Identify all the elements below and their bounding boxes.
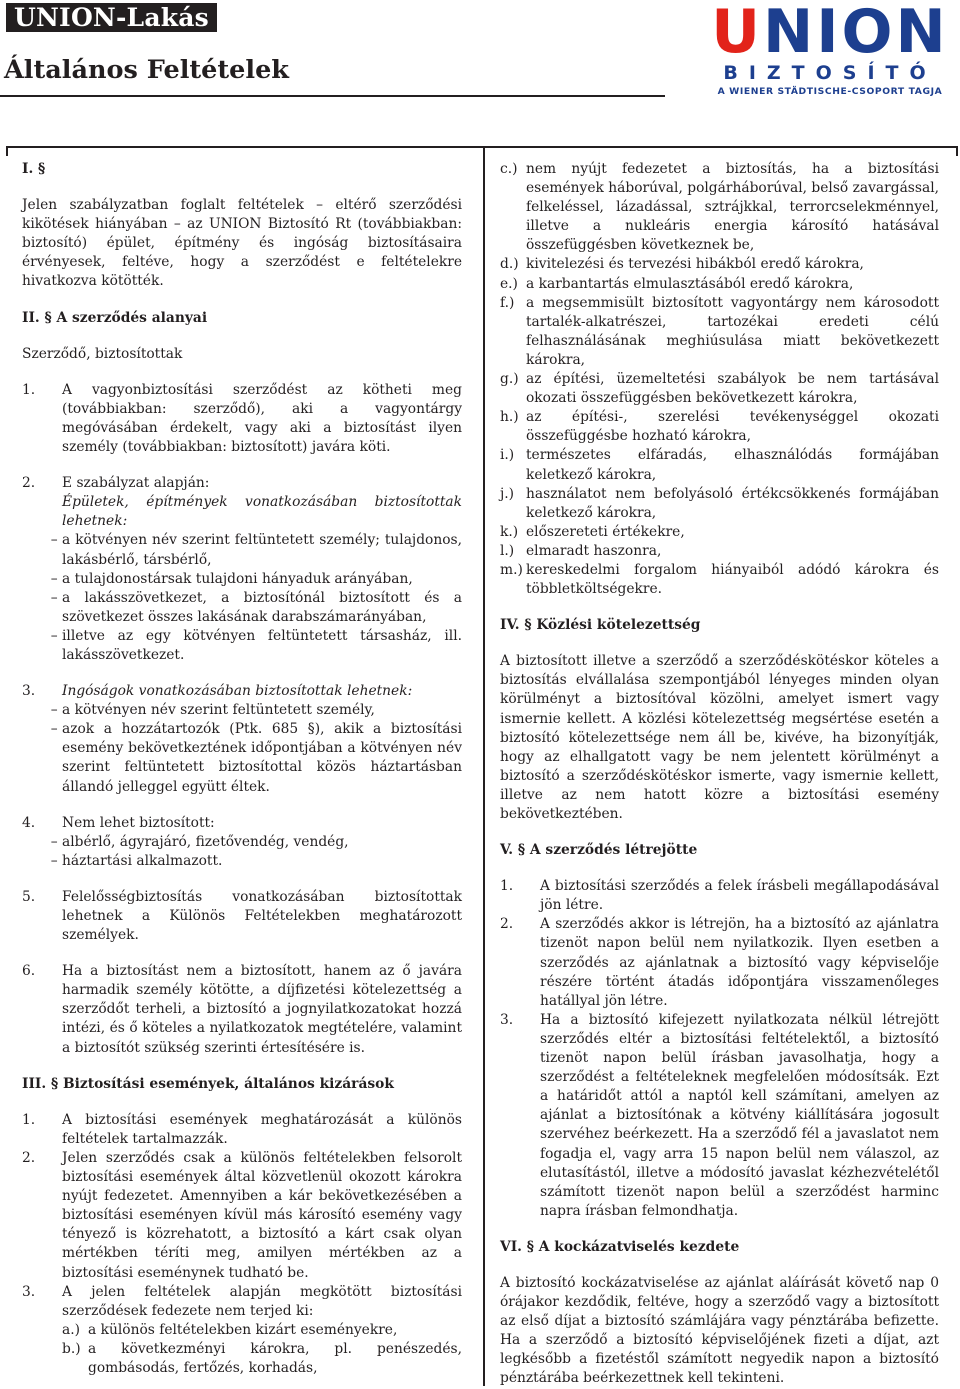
list-item (22, 1149, 462, 1283)
letter-text: a karbantartás elmulasztásából eredő károkra, (526, 275, 854, 292)
letter-item (500, 370, 939, 408)
list-item (22, 888, 462, 945)
dash-item: – a lakásszövetkezet, a biztosítónál biztosított és a szövetkezet összes lakásának darabszámarányában, (22, 589, 462, 627)
letter-item (500, 542, 939, 561)
dash-text: a kötvényen név szerint feltüntetett személy, (62, 702, 375, 719)
dash-text: illetve az egy kötvényen feltüntetett társasház, ill. lakásszövetkezet. (62, 627, 462, 663)
dash-item: – a kötvényen név szerint feltüntetett személy; tulajdonos, lakásbérlő, társbérlő, (22, 531, 462, 569)
section-subheading: Szerződő, biztosítottak (22, 345, 183, 362)
letter-label: b.) (62, 1340, 81, 1357)
list-item (22, 381, 462, 457)
letter-item (500, 561, 939, 599)
letter-text: természetes elfáradás, elhasználódás formájában keletkező károkra, (526, 447, 939, 483)
section-heading: IV. § Közlési kötelezettség (500, 617, 701, 634)
section-heading: I. § (22, 161, 46, 177)
item-number: 2. (22, 475, 36, 492)
item-text: A jelen feltételek alapján megkötött biztosítási szerződések fedezete nem terjed ki: (62, 1283, 462, 1319)
item-number: 2. (500, 916, 514, 933)
section-heading: V. § A szerződés létrejötte (500, 842, 698, 859)
frame-right-tick (956, 146, 958, 156)
letter-text: előszereteti értékekre, (526, 523, 685, 540)
section-text: Jelen szabályzatban foglalt feltételek – eltérő szerződési kikötések hiányában – az UNION Biztosító Rt (továbbiakban: biztosító) épület, építmény és ingóság biztosításaira érvényesek, feltéve, hogy a szerződést e feltételekre hivatkozva kötötték. (22, 197, 462, 290)
frame-left-tick (6, 146, 8, 156)
item-text: Felelősségbiztosítás vonatkozásában biztosítottak lehetnek a Különös Feltételekben meghatározott személyek. (62, 888, 462, 944)
letter-item (500, 275, 939, 294)
letter-item (62, 1321, 462, 1340)
item-text: Nem lehet biztosított: (62, 814, 215, 831)
dash-item: – a kötvényen név szerint feltüntetett személy, (22, 701, 462, 720)
dash-text: a kötvényen név szerint feltüntetett személy; tulajdonos, lakásbérlő, társbérlő, (62, 532, 462, 568)
letter-label: h.) (500, 409, 519, 426)
letter-label: l.) (500, 542, 515, 559)
column-divider (483, 146, 485, 1386)
item-text: A biztosítási események meghatározását a különös feltételek tartalmazzák. (62, 1111, 462, 1147)
item-number: 3. (500, 1011, 514, 1028)
exclusion-list (500, 160, 939, 599)
logo-letter-u: U (711, 0, 763, 67)
letter-text: elmaradt haszonra, (526, 542, 662, 559)
letter-item (500, 523, 939, 542)
item-text: Ha a biztosítást nem a biztosított, hanem az ő javára harmadik személy kötötte, a díjfizetési kötelezettség a szerződőt terheli, a biztosító a jognyilatkozatokat hozzá intézi, és ő köteles a nyilatkozatok megtételére, valamint a biztosítót szükség szerinti értesítésére is. (62, 963, 462, 1056)
item-number: 3. (22, 683, 36, 700)
letter-label: k.) (500, 523, 519, 540)
letter-text: a különös feltételekben kizárt eseményekre, (88, 1321, 398, 1338)
letter-text: a következményi károkra, pl. penészedés, gombásodás, fertőzés, korhadás, (88, 1340, 462, 1376)
letter-label: d.) (500, 256, 519, 273)
dash-item: – a tulajdonostársak tulajdoni hányaduk arányában, (22, 570, 462, 589)
list-item (22, 682, 462, 701)
section-text: A biztosított illetve a szerződő a szerződéskötéskor köteles a biztosítás elvállalása szempontjából lényeges minden olyan körülményt a biztosítóval közölni, amelyet ismert vagy ismernie kellett. A közlési kötelezettség megsértése esetén a biztosító kötelezettsége nem áll be, kivéve, ha bizonyítják, hogy az elhallgatott vagy be nem jelentett körülményt a biztosító a szerződéskötéskor ismerte, vagy ismernie kellett, illetve az nem hatott közre a biztosítási esemény bekövetkeztében. (500, 653, 939, 822)
item-number: 5. (22, 888, 36, 905)
item-text: Jelen szerződés csak a különös feltételekben felsorolt biztosítási események által közvetlenül okozott károkra nyújt fedezetet. Amennyiben a kár bekövetkezésében a biztosítási eseményen kívül más károsító esemény vagy tényező is közrehatott, a biztosító a kárt csak olyan mértékben téríti meg, amilyen mértékben az a biztosítási eseménynek tudható be. (62, 1149, 462, 1281)
item-number: 1. (22, 381, 36, 398)
letter-text: a megsemmisült biztosított vagyontárgy nem károsodott tartalék-alkatrészei, tartozékai eredeti célú felhasználásának meghiúsulása miatt bekövetkezett károkra, (526, 294, 939, 368)
dash-text: a lakásszövetkezet, a biztosítónál biztosított és a szövetkezet összes lakásának darabszámarányában, (62, 589, 462, 625)
list-item (500, 915, 939, 1010)
item-italic-text: Épületek, építmények vonatkozásában biztosítottak lehetnek: (62, 494, 462, 530)
dash-item: – háztartási alkalmazott. (22, 852, 462, 871)
list-item (22, 474, 462, 493)
item-number: 4. (22, 814, 36, 831)
letter-label: m.) (500, 561, 523, 578)
letter-label: f.) (500, 294, 515, 311)
logo-subtitle: BIZTOSÍTÓ (723, 62, 937, 84)
dash-text: háztartási alkalmazott. (62, 852, 223, 869)
letter-label: j.) (500, 485, 515, 502)
section-heading: II. § A szerződés alanyai (22, 309, 208, 326)
dash-text: azok a hozzátartozók (Ptk. 685 §), akik a biztosítási esemény bekövetkeztének időpontjában a kötvényen név szerint feltüntetett biztosítottal közös háztartásban állandó jelleggel együtt éltek. (62, 721, 462, 795)
letter-text: használatot nem befolyásoló értékcsökkenés formájában keletkező károkra, (526, 485, 939, 521)
item-number: 3. (22, 1283, 36, 1300)
letter-item (500, 446, 939, 484)
letter-label: e.) (500, 275, 518, 292)
item-number: 6. (22, 963, 36, 980)
letter-label: g.) (500, 371, 519, 388)
letter-item (500, 160, 939, 255)
list-item (22, 814, 462, 833)
letter-label: a.) (62, 1321, 80, 1338)
list-item (500, 1011, 939, 1221)
item-italic-text: Ingóságok vonatkozásában biztosítottak lehetnek: (62, 683, 413, 700)
logo-letters: NION (762, 0, 949, 67)
dash-text: a tulajdonostársak tulajdoni hányaduk arányában, (62, 570, 413, 587)
letter-label: c.) (500, 161, 518, 177)
dash-item: – albérlő, ágyrajáró, fizetővendég, vendég, (22, 833, 462, 852)
section-heading: III. § Biztosítási események, általános kizárások (22, 1075, 394, 1092)
logo-wordmark (702, 0, 958, 67)
letter-item (500, 408, 939, 446)
dash-text: albérlő, ágyrajáró, fizetővendég, vendég, (62, 833, 349, 850)
letter-item (500, 255, 939, 274)
product-badge: UNION-Lakás (6, 3, 217, 32)
letter-text: az építési, üzemeltetési szabályok be nem tartásával okozati összefüggésben bekövetkezett károkra, (526, 371, 939, 407)
list-item (22, 1283, 462, 1321)
item-number: 2. (22, 1149, 36, 1166)
section-text: A biztosító kockázatviselése az ajánlat aláírását követő nap 0 órájakor kezdődik, feltéve, hogy a szerződő vagy a biztosított az első díjat a biztosító számlájára vagy pénztárába befizette. Ha a szerződő a biztosító képviselőjének fizeti a díjat, azt legkésőbb a fizetéstől számított negyedik napon a biztosító pénztárába beérkezettnek kell tekinteni. (500, 1274, 939, 1387)
item-text: A vagyonbiztosítási szerződést az kötheti meg (továbbiakban: szerződő), aki a vagyontárgy megóvásában érdekelt, vagy aki a biztosítást ilyen személy (továbbiakban: biztosított) javára köti. (62, 381, 462, 456)
item-text: A szerződés akkor is létrejön, ha a biztosító az ajánlatra tizenöt napon belül nem nyilatkozik. Ilyen esetben a szerződés az ajánlatnak a biztosító vagy képviselője részére történt átadás időpontjára visszamenőleges hatállyal jön létre. (540, 916, 939, 1009)
left-column (22, 160, 462, 1378)
item-text: A biztosítási szerződés a felek írásbeli megállapodásával jön létre. (540, 878, 939, 914)
item-number: 1. (22, 1111, 36, 1128)
list-item (22, 493, 462, 531)
list-item (500, 877, 939, 915)
letter-item (500, 485, 939, 523)
item-number: 1. (500, 878, 514, 895)
list-item (22, 1321, 462, 1378)
letter-item (62, 1340, 462, 1378)
dash-item: – illetve az egy kötvényen feltüntetett társasház, ill. lakásszövetkezet. (22, 627, 462, 665)
letter-label: i.) (500, 447, 515, 464)
item-text: E szabályzat alapján: (62, 475, 210, 492)
letter-text: nem nyújt fedezetet a biztosítás, ha a biztosítási események háborúval, polgárháborúval, belső zavargással, felkeléssel, lázadással, sztrájkkal, terrorcselekménnyel, illetve a nukleáris energia károsító hatásával összefüggésben következnek be, (526, 161, 939, 254)
title-rule (0, 95, 665, 97)
list-item (22, 962, 462, 1057)
list-item (22, 1111, 462, 1149)
logo-tagline: A WIENER STÄDTISCHE-CSOPORT TAGJA (717, 86, 943, 97)
letter-text: az építési-, szerelési tevékenységgel okozati összefüggésbe hozható károkra, (526, 409, 939, 445)
letter-item (500, 294, 939, 370)
document-title: Általános Feltételek (4, 55, 289, 85)
dash-item: – azok a hozzátartozók (Ptk. 685 §), akik a biztosítási esemény bekövetkeztének időpontjában a kötvényen név szerint feltüntetett biztosítottal közös háztartásban állandó jelleggel együtt éltek. (22, 720, 462, 796)
item-text: Ha a biztosító kifejezett nyilatkozata nélkül létrejött szerződés eltér a biztosítási feltételektől, a biztosító tizenöt napon belül írásban javasolhatja, hogy a szerződést a feltételeknek megfelelően módosítsák. Ezt a határidőt attól a naptól kell számítani, amelyen az ajánlat a biztosítónak a kötvény kiállítására jogosult szervéhez beérkezett. Ha a szerződő fél a javaslatot nem fogadja el, vagy arra 15 napon belül nem válaszol, az elutasítástól, illetve a módosító javaslat kézhezvételétől számított tizenöt napon belül a szerződést harminc napra írásban felmondhatja. (540, 1011, 939, 1219)
letter-text: kivitelezési és tervezési hibákból eredő károkra, (526, 256, 864, 273)
letter-text: kereskedelmi forgalom hiányaiból adódó károkra és többletköltségekre. (526, 561, 939, 598)
union-logo (702, 1, 958, 101)
section-heading: VI. § A kockázatviselés kezdete (500, 1238, 740, 1255)
right-column (500, 160, 939, 1389)
